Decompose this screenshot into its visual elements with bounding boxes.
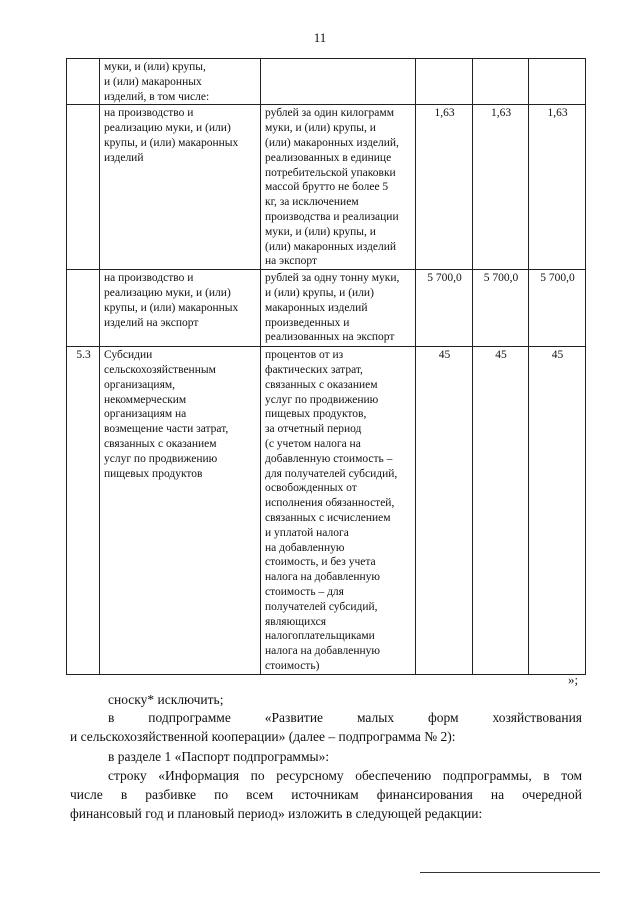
table-row	[67, 347, 586, 675]
value-year-2-cell: 5 700,0	[473, 270, 529, 347]
table-row	[67, 105, 586, 270]
paragraph-resource-info-line3: финансовый год и плановый период» изложить в следующей редакции:	[70, 806, 483, 821]
unit-cell: процентов от из фактических затрат, связанных с оказанием услуг по продвижению пищевых продуктов, за отчетный период (с учетом налога на добавленную стоимость – для получателей субсидий, освобожденных от исполнения обязанностей, связанных с исчислением и уплатой налога на добавленную стоимость, и без учета налога на добавленную стоимость – для получателей субсидий, являющихся налогоплательщиками налога на добавленную стоимость)	[261, 347, 416, 675]
row-number-cell: 5.3	[67, 347, 100, 675]
value-year-3-cell: 5 700,0	[529, 270, 586, 347]
value-year-2-cell	[473, 59, 529, 105]
value-year-3-cell: 45	[529, 347, 586, 675]
row-number-cell	[67, 59, 100, 105]
closing-quote-mark: »;	[568, 672, 579, 687]
value-year-2-cell: 45	[473, 347, 529, 675]
value-year-3-cell: 1,63	[529, 105, 586, 270]
value-year-3-cell	[529, 59, 586, 105]
paragraph-resource-info-line2: числе в разбивке по всем источникам финансирования на очередной	[70, 787, 582, 802]
row-number-cell	[67, 270, 100, 347]
unit-cell	[261, 59, 416, 105]
paragraph-footnote-removal: сноску* исключить;	[108, 692, 224, 707]
value-year-1-cell: 5 700,0	[416, 270, 473, 347]
table-row	[67, 59, 586, 105]
paragraph-subprogram-2-line1: в подпрограмме «Развитие малых форм хозяйствования	[108, 710, 582, 725]
table-row	[67, 270, 586, 347]
value-year-1-cell: 45	[416, 347, 473, 675]
subsidy-name-cell: Субсидии сельскохозяйственным организациям, некоммерческим организациям на возмещение части затрат, связанных с оказанием услуг по продвижению пищевых продуктов	[100, 347, 261, 675]
paragraph-section-1: в разделе 1 «Паспорт подпрограммы»:	[108, 749, 330, 764]
value-year-2-cell: 1,63	[473, 105, 529, 270]
paragraph-resource-info-line1: строку «Информация по ресурсному обеспечению подпрограммы, в том	[108, 768, 582, 783]
paragraph-subprogram-2-line2: и сельскохозяйственной кооперации» (далее – подпрограмма № 2):	[70, 729, 456, 744]
value-year-1-cell: 1,63	[416, 105, 473, 270]
page-number: 11	[313, 30, 327, 45]
subsidy-rates-table	[66, 58, 586, 675]
subsidy-name-cell: на производство и реализацию муки, и (или) крупы, и (или) макаронных изделий	[100, 105, 261, 270]
value-year-1-cell	[416, 59, 473, 105]
subsidy-name-cell: на производство и реализацию муки, и (или) крупы, и (или) макаронных изделий на экспорт	[100, 270, 261, 347]
unit-cell: рублей за одну тонну муки, и (или) крупы, и (или) макаронных изделий произведенных и реализованных на экспорт	[261, 270, 416, 347]
footer-rule	[420, 872, 600, 873]
row-number-cell	[67, 105, 100, 270]
subsidy-name-cell: муки, и (или) крупы, и (или) макаронных изделий, в том числе:	[100, 59, 261, 105]
unit-cell: рублей за один килограмм муки, и (или) крупы, и (или) макаронных изделий, реализованных в единице потребительской упаковки массой брутто не более 5 кг, за исключением производства и реализации муки, и (или) крупы, и (или) макаронных изделий на экспорт	[261, 105, 416, 270]
